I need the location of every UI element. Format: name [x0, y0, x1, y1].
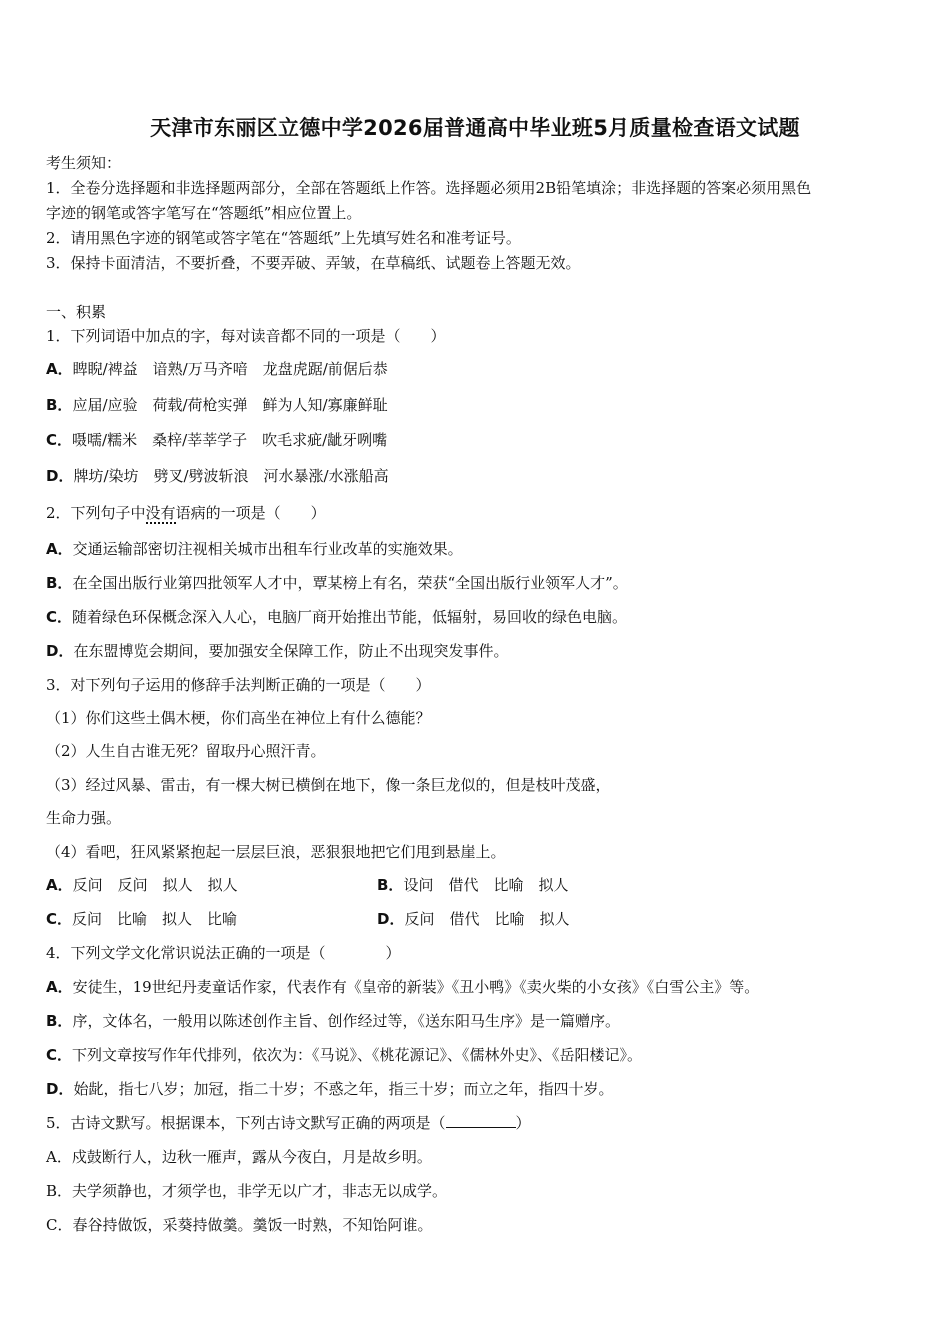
option-label: A． — [46, 1148, 72, 1166]
option-row — [46, 395, 388, 415]
stem-part: 语病的一项是（ ） — [175, 504, 326, 522]
stem-part: 2．下列句子中 — [46, 504, 146, 522]
page-title: 天津市东丽区立德中学2026届普通高中毕业班5月质量检查语文试题 — [150, 116, 800, 140]
question-stem: 1．下列词语中加点的字，每对读音都不同的一项是（ ） — [46, 327, 446, 345]
option-text: 反问 比喻 拟人 比喻 — [72, 910, 238, 928]
option-row — [46, 539, 463, 559]
option-text: 安徒生，19世纪丹麦童话作家，代表作有《皇帝的新装》《丑小鸭》《卖火柴的小女孩》《白雪公主》等。 — [72, 978, 760, 996]
option-row — [46, 977, 759, 997]
option-row — [46, 430, 387, 450]
option-label: B． — [46, 574, 73, 592]
option-label: D． — [46, 467, 74, 485]
option-label: C． — [46, 431, 73, 449]
option-label: A． — [46, 540, 73, 558]
option-row — [46, 875, 238, 895]
stem-emphasis: 没有 — [145, 504, 176, 522]
option-row — [46, 1215, 433, 1235]
option-text: 嗫嚅/糯米 桑梓/莘莘学子 吹毛求疵/龇牙咧嘴 — [72, 431, 388, 449]
option-row — [377, 875, 568, 895]
option-label: B． — [46, 396, 73, 414]
question-stem: 3．对下列句子运用的修辞手法判断正确的一项是（ ） — [46, 676, 431, 694]
option-label: D． — [46, 642, 74, 660]
sentence-item: （1）你们这些土偶木梗，你们高坐在神位上有什么德能？ — [46, 709, 431, 727]
sentence-item: （2）人生自古谁无死？留取丹心照汗青。 — [46, 742, 326, 760]
option-text: 在全国出版行业第四批领军人才中，覃某榜上有名，荣获“全国出版行业领军人才”。 — [72, 574, 628, 592]
option-text: 在东盟博览会期间，要加强安全保障工作，防止不出现突发事件。 — [73, 642, 509, 660]
option-label: B． — [46, 1182, 73, 1200]
option-text: 牌坊/染坊 劈叉/劈波斩浪 河水暴涨/水涨船高 — [73, 467, 389, 485]
sentence-item: （3）经过风暴、雷击，有一棵大树已横倒在地下，像一条巨龙似的，但是枝叶茂盛， — [46, 776, 611, 794]
stem-part: 5．古诗文默写。根据课本，下列古诗文默写正确的两项是（ — [46, 1114, 446, 1132]
option-text: 春谷持做饭，采葵持做羹。羹饭一时熟，不知饴阿谁。 — [72, 1216, 433, 1234]
option-label: C． — [46, 910, 73, 928]
question-stem — [46, 503, 326, 523]
option-text: 夫学须静也，才须学也，非学无以广才，非志无以成学。 — [72, 1182, 448, 1200]
option-text: 随着绿色环保概念深入人心，电脑厂商开始推出节能，低辐射，易回收的绿色电脑。 — [72, 608, 628, 626]
option-row — [46, 641, 508, 661]
notice-item: 3．保持卡面清洁，不要折叠，不要弄破、弄皱，在草稿纸、试题卷上答题无效。 — [46, 254, 581, 272]
sentence-item: 生命力强。 — [46, 809, 122, 827]
option-row — [46, 1045, 642, 1065]
option-label: B． — [377, 876, 404, 894]
option-text: 戍鼓断行人，边秋一雁声，露从今夜白，月是故乡明。 — [71, 1148, 432, 1166]
section-heading: 一、积累 — [46, 303, 107, 321]
option-row — [46, 573, 628, 593]
option-row — [46, 1079, 613, 1099]
option-row — [46, 1147, 432, 1167]
option-row — [46, 359, 388, 379]
option-label: C． — [46, 1046, 73, 1064]
question-stem — [46, 1113, 531, 1133]
notice-item: 字迹的钢笔或答字笔写在“答题纸”相应位置上。 — [46, 204, 362, 222]
option-text: 反问 借代 比喻 拟人 — [404, 910, 570, 928]
option-row — [377, 909, 569, 929]
option-label: B． — [46, 1012, 73, 1030]
option-text: 序，文体名，一般用以陈述创作主旨、创作经过等，《送东阳马生序》是一篇赠序。 — [72, 1012, 620, 1030]
option-row — [46, 607, 627, 627]
notice-heading: 考生须知： — [46, 154, 122, 172]
option-row — [46, 1011, 620, 1031]
option-row — [46, 909, 237, 929]
option-text: 睥睨/裨益 谙熟/万马齐喑 龙盘虎踞/前倨后恭 — [72, 360, 388, 378]
option-text: 应届/应验 荷载/荷枪实弹 鲜为人知/寡廉鲜耻 — [72, 396, 388, 414]
option-row — [46, 1181, 447, 1201]
option-row — [46, 466, 389, 486]
option-text: 反问 反问 拟人 拟人 — [72, 876, 238, 894]
option-label: C． — [46, 608, 73, 626]
notice-item: 1．全卷分选择题和非选择题两部分，全部在答题纸上作答。选择题必须用2B铅笔填涂；非选择题的答案必须用黑色 — [46, 179, 812, 197]
sentence-item: （4）看吧，狂风紧紧抱起一层层巨浪，恶狠狠地把它们甩到悬崖上。 — [46, 843, 506, 861]
option-text: 始龀，指七八岁；加冠，指二十岁；不惑之年，指三十岁；而立之年，指四十岁。 — [73, 1080, 614, 1098]
answer-blank — [446, 1113, 516, 1128]
option-label: D． — [377, 910, 405, 928]
option-label: A． — [46, 876, 73, 894]
option-label: D． — [46, 1080, 74, 1098]
stem-part: ） — [515, 1114, 531, 1132]
option-text: 设问 借代 比喻 拟人 — [403, 876, 569, 894]
question-stem: 4．下列文学文化常识说法正确的一项是（ ） — [46, 944, 401, 962]
notice-item: 2．请用黑色字迹的钢笔或答字笔在“答题纸”上先填写姓名和准考证号。 — [46, 229, 521, 247]
option-text: 下列文章按写作年代排列，依次为：《马说》、《桃花源记》、《儒林外史》、《岳阳楼记》。 — [72, 1046, 643, 1064]
option-label: C． — [46, 1216, 73, 1234]
option-label: A． — [46, 978, 73, 996]
option-text: 交通运输部密切注视相关城市出租车行业改革的实施效果。 — [72, 540, 463, 558]
option-label: A． — [46, 360, 73, 378]
